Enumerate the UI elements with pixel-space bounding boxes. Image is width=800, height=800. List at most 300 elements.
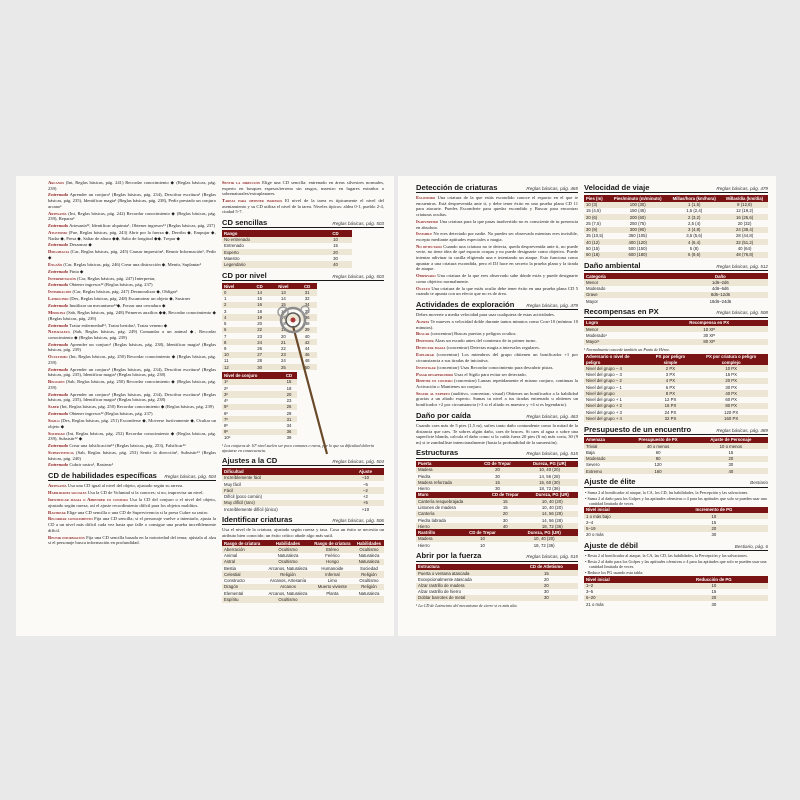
table-cell: –5 — [363, 481, 368, 487]
table-header-cell: Muro — [416, 492, 484, 498]
entry-lead: Entrenado — [48, 411, 69, 417]
table-cell: 10 — [660, 513, 768, 519]
entry-term: No detectado — [416, 243, 442, 249]
table-cell: 8 — [222, 339, 250, 345]
table-cell: –10 — [347, 475, 384, 481]
table-cell: Ocultismo — [359, 578, 379, 584]
table-cell: Hierro — [418, 542, 430, 548]
entry-term: Recordar conocimiento — [48, 516, 93, 522]
table-header-cell: CD — [297, 283, 317, 289]
table-cell: 25 — [269, 364, 297, 370]
detect-header: Detección de criaturas Reglas básicas, pág. 465 — [416, 183, 578, 192]
table-cell: 160 PX — [694, 415, 768, 421]
table-header-cell: Reducción de PG — [660, 576, 768, 582]
table-cell: 32 PX — [647, 415, 695, 421]
table-cell: 15 — [269, 302, 297, 308]
table-cell: 12 — [222, 364, 250, 370]
table-cell: 20 (32) — [737, 220, 752, 226]
entry-term: Seguir al experto — [416, 390, 450, 396]
entry-text: Usas el Sigilo para evitar ser detectado. — [454, 371, 527, 377]
structures-portcullis-table — [416, 529, 578, 548]
table-cell: 20 — [484, 511, 527, 517]
table-cell: Ocultismo — [265, 596, 311, 602]
table-cell: 14, 56 (28) — [539, 473, 560, 479]
entry-term: Oculto — [416, 285, 430, 291]
table-cell: 11 — [224, 358, 229, 364]
entry-text: (Int, Reglas básicas, pág. 250) Recordar conocimiento ◆ (Reglas básicas, pág. 239) — [60, 404, 214, 410]
entry-term: Artesanía — [48, 210, 67, 216]
table-cell: 2,5 (4) — [688, 220, 701, 226]
structures-walls-table — [416, 492, 578, 530]
table-cell: 31 — [297, 289, 317, 295]
table-cell: 32 — [304, 296, 310, 302]
table-cell: 20 — [660, 595, 768, 601]
cd-skills-ref: Reglas básicas, pág. 504 — [164, 474, 216, 480]
table-cell: 23 — [286, 398, 292, 404]
table-cell: 21 o más — [586, 601, 604, 607]
skill-entry — [48, 443, 216, 449]
entry-text: (auditivo, concentrar, visual) Obtienes un bonificador a la habilidad gracias a un aliado experto. Sumas tu nivel a tus tiradas entrenado u obtienes un bonificador +2 por circunstancia (+3 si el aliado es maestro y +4 si es legendario). — [416, 390, 578, 408]
table-cell: 50 (15) — [586, 245, 600, 251]
entry-text: (Sab, Reglas básicas, pág. 249) Comandar a un animal ◆, Recordar conocimiento ◆ (Reglas básicas, pág. 239) — [48, 329, 216, 340]
table-header-cell: CD de Trepar — [484, 492, 527, 498]
entry-lead: Entrenado — [48, 268, 69, 274]
table-cell: 10 o menos — [694, 443, 768, 449]
speed-table — [584, 195, 768, 258]
table-cell: Hierro — [416, 523, 484, 529]
table-cell: 30 (9) — [584, 227, 608, 233]
skill-entry — [48, 354, 216, 365]
table-cell: Mayor¹ — [584, 339, 650, 345]
table-cell: 4 — [222, 314, 250, 320]
table-cell: 18, 72 (36) — [527, 523, 578, 529]
table-cell: 2º — [224, 385, 228, 391]
table-cell: 2–4 — [586, 519, 594, 525]
table-cell: 4º — [224, 398, 228, 404]
table-cell: Limo — [327, 578, 338, 584]
table-cell: Legendario — [222, 261, 319, 267]
table-cell: 60 — [655, 449, 661, 455]
entry-text: Crear una falsificación¹² (Reglas básicas, pág. 253), Falsificar¹² — [69, 443, 186, 449]
table-cell: 250 (75) — [629, 220, 646, 226]
entry-text: No eres detectado por nadie. No puedes ser observado mientras eres invisible, excepto mediante aptitudes especiales o magia. — [416, 231, 578, 242]
entry-text: Usa la CD del conjuro o el nivel del objeto, ajustado según rareza, así el ajuste recordimiento difícil para los objetos malditos. — [48, 497, 217, 508]
entry-text: (Des, Reglas básicas, pág. 248) Escamotear un objeto ◆, Sustraer — [69, 296, 191, 302]
entry-term: Investigar — [416, 364, 436, 370]
entry-text: (Sab, Reglas básicas, pág. 253) Sentir la dirección¹, Subsistir¹² (Reglas básicas, pág. 240) — [48, 449, 216, 461]
table-cell: 23 — [257, 333, 262, 339]
table-cell: 120 — [654, 462, 662, 468]
table-row — [222, 506, 384, 512]
entry-text: Aprender un conjuro¹ (Reglas básicas, pág. 234), Descifrar escritura¹ (Reglas básicas, pág. 235), Identificar magia¹ (Reglas básicas, pág. 238) — [48, 391, 216, 403]
skill-entry — [48, 367, 216, 378]
table-cell: 34 — [297, 302, 317, 308]
entry-term: Saber — [48, 404, 59, 410]
table-cell: 15 — [502, 505, 508, 511]
table-cell: 30 — [333, 255, 338, 261]
table-cell: Nivel del grupo — [584, 390, 647, 396]
table-cell: 24 (38,4) — [721, 227, 768, 233]
table-header-cell: Ajuste — [347, 468, 384, 474]
table-header-cell: Dificultad — [222, 468, 347, 474]
table-cell: 10, 40 (20) — [541, 505, 563, 511]
table-header-cell: PX por peligro simple — [647, 354, 695, 366]
table-row — [584, 339, 768, 345]
entry-text: (Int, Reglas básicas, pág. 250) Recordar conocimiento ◆ (Reglas básicas, pág. 239) — [48, 354, 216, 365]
rule-entry — [416, 231, 578, 242]
table-cell: 7 — [224, 333, 227, 339]
table-cell: 22 — [280, 345, 286, 351]
table-cell: 3,5 (5,6) — [686, 233, 703, 239]
table-cell: 60 (18) — [584, 252, 608, 258]
table-header-cell: Rastrillo — [416, 529, 455, 535]
rule-entry — [416, 273, 578, 284]
table-cell: Maestro — [224, 255, 240, 261]
table-cell: 3–5 — [586, 589, 594, 595]
table-cell: Naturaleza — [358, 590, 380, 596]
entry-lead: Entrenado — [48, 322, 69, 328]
cd-skill-entry — [48, 516, 216, 533]
skill-entry — [48, 379, 216, 390]
entry-text: Fija una CD sencilla; si el personaje vuelve a intentarlo, ajusta la CD a un nivel más difícil cada vez hasta que falle o consigue una prueba increíblemente difícil. — [48, 516, 216, 533]
table-cell: 16 — [280, 308, 286, 314]
rule-entry — [416, 244, 578, 272]
table-cell: 10 — [660, 583, 768, 589]
table-cell: 18, 72 (36) — [533, 542, 555, 548]
table-header-cell: Habilidades — [265, 540, 311, 546]
table-cell: 1,5 (2,4) — [686, 208, 703, 214]
skill-entry — [48, 418, 216, 429]
table-header-cell: Nivel de conjuro — [222, 372, 281, 378]
cd-simple-table — [222, 230, 352, 268]
entry-lead: Entrenado — [48, 341, 69, 347]
table-cell: 10 — [319, 237, 352, 243]
entry-text: Desarmar ◆ — [69, 242, 92, 248]
table-header-cell: Recompensa en PX — [650, 320, 768, 326]
rule-entry — [416, 195, 578, 217]
table-cell: Cantería — [416, 511, 484, 517]
elite-bullets — [584, 490, 768, 506]
table-cell: Arcanos, Artesanía — [269, 578, 307, 584]
table-cell: 20 — [257, 321, 262, 327]
adjust-header: Ajustes a la CD Reglas básicas, pág. 504 — [222, 456, 384, 466]
speed-header: Velocidad de viaje Reglas básicas, pág. 479 — [584, 183, 768, 192]
table-cell: 10 (3) — [584, 202, 608, 208]
table-cell: Menor — [584, 326, 650, 332]
table-cell — [354, 596, 384, 602]
table-cell: Alzar rastrillo de hierro — [418, 589, 461, 595]
table-cell: Humanoide — [321, 565, 344, 571]
cd-skill-entry — [48, 497, 216, 508]
rule-entry — [416, 372, 578, 378]
table-cell: Trivial — [584, 443, 623, 449]
elite-header: Ajuste de élite Bestiario — [584, 477, 768, 487]
table-cell: 30 — [711, 601, 717, 607]
table-cell: 350 (105) — [628, 233, 647, 239]
table-cell: 2 PX — [647, 365, 695, 371]
table-cell: 5–19 — [584, 525, 660, 531]
entry-text: Usa una CD igual al nivel del objeto, ajustado según su rareza. — [67, 483, 184, 489]
table-cell: 40 — [694, 468, 768, 474]
table-cell: Muy fácil — [224, 481, 241, 487]
entry-text: Una criatura de la que eres observado sabe dónde estás y puede designarte como objetivo normalmente. — [416, 273, 579, 284]
table-cell: 30 — [711, 532, 717, 538]
skill-entry — [48, 269, 216, 275]
table-cell: 10 XP — [650, 326, 768, 332]
table-cell: Nivel del grupo – 4 — [584, 365, 647, 371]
table-cell: Experto — [222, 249, 319, 255]
table-row — [584, 468, 768, 474]
entry-term: Sigilo — [48, 418, 60, 424]
table-cell: 19 — [269, 327, 297, 333]
identify-header: Identificar criaturas Reglas básicas, pág. 506 — [222, 515, 384, 525]
entry-term: Arcanos — [48, 180, 64, 185]
skill-entry — [48, 242, 216, 248]
entry-lead: Entrenado — [48, 282, 69, 288]
table-cell: Bestia — [224, 565, 236, 571]
table-cell: Celestial — [222, 571, 265, 577]
left-page — [16, 176, 394, 636]
table-row — [584, 532, 768, 538]
right-col-2 — [584, 180, 768, 609]
table-row — [416, 542, 578, 548]
table-cell: 18 — [257, 308, 262, 314]
entry-text: (concentrar) Lanzas repetidamente el mismo conjuro, continuas la Activación o Mantienes un conjuro. — [416, 378, 578, 389]
table-cell: Moderado¹ — [586, 332, 607, 338]
table-cell: 200 (60) — [608, 214, 667, 220]
table-cell: Arcanos, Naturaleza — [268, 590, 308, 596]
rule-entry — [416, 219, 578, 230]
xp-adversary-table — [584, 354, 768, 422]
table-header-cell: Pies (m) — [584, 195, 608, 201]
entry-text: Aprender un conjuro¹ (Reglas básicas, pág. 234), Descifrar escritura¹ (Reglas básicas, pág. 235), Identificar magia¹ (Reglas básicas, pág. 238) — [48, 366, 216, 378]
entry-term: Interpretación — [48, 275, 76, 281]
rule-entry — [416, 319, 578, 330]
entry-term: Identificar magia o Aprender un conjuro — [48, 497, 128, 503]
table-header-cell: Ajuste de Personaje — [694, 437, 768, 443]
entry-term: Rastrear — [48, 509, 66, 515]
table-cell: 8 PX — [647, 390, 695, 396]
staff-illustration-icon — [271, 296, 341, 456]
table-header-cell: CD — [319, 230, 352, 236]
skill-entry — [48, 230, 216, 241]
table-cell: Arcanos, Naturaleza — [268, 565, 308, 571]
entry-text: Obtener ingresos¹² (Reglas básicas, pág. 237) — [69, 282, 153, 288]
table-cell: 40 — [484, 523, 527, 529]
table-cell: 30 — [728, 462, 734, 468]
adjust-table — [222, 468, 384, 512]
table-header-cell: Categoría — [584, 273, 673, 279]
table-cell: +10 — [361, 506, 370, 512]
table-header-cell: Nivel — [222, 283, 250, 289]
entry-term: Buscar — [416, 331, 430, 337]
table-cell: 14 — [250, 289, 270, 295]
table-header-cell: CD — [250, 283, 270, 289]
table-header-cell: PX por criatura o peligro complejo — [694, 354, 768, 366]
entry-term: Supervivencia — [48, 449, 74, 455]
table-cell: 24 — [250, 339, 270, 345]
table-cell: 15 — [281, 379, 297, 385]
table-header-cell: Adversario o nivel de peligro — [584, 354, 647, 366]
force-header: Abrir por la fuerza Reglas básicas, pág. 515 — [416, 551, 578, 561]
table-cell: 150 (45) — [629, 208, 646, 214]
table-cell: 40 o menos — [623, 443, 694, 449]
table-row — [584, 252, 768, 258]
table-cell: 30 XP — [703, 332, 716, 338]
table-cell: Aberración — [222, 546, 265, 552]
table-cell: 30 — [250, 364, 270, 370]
table-cell: 27 — [250, 352, 270, 358]
table-cell: 10, 40 (20) — [527, 498, 578, 504]
table-cell: Madera reforzada — [416, 479, 474, 485]
table-cell: 20 — [280, 333, 286, 339]
table-cell: 5 — [224, 321, 227, 327]
table-cell: Difícil (poco común) — [224, 494, 262, 500]
table-cell: Nivel del grupo – 2 — [584, 378, 647, 384]
earn-income: Tareas para obtener ingresos El nivel de la tarea es típicamente el nivel del asentamiento y su CD utiliza el nivel de la tarea. Niveles típicos: aldea 0-1, pueblo 2-4, ciudad 5-7. — [222, 198, 385, 215]
table-cell: 18 — [286, 385, 292, 391]
table-cell: Etéreo — [311, 546, 354, 552]
table-cell: 5 (8) — [689, 245, 699, 251]
table-cell: 15 — [728, 449, 734, 455]
entry-text: (Sab, Reglas básicas, pág. 248) Primeros auxilios ◆◆, Recordar conocimiento ◆ (Reglas básicas, pág. 239) — [48, 310, 216, 321]
force-note: ¹ La CD de Latrocinio del mecanismo de cierre si es más alta. — [416, 603, 518, 609]
rule-entry — [416, 352, 578, 363]
entry-term: Engaño — [48, 261, 63, 267]
entry-text: Te mueves a velocidad doble durante tantos minutos como Con×10 (mínimo 10 minutos). — [416, 318, 578, 330]
table-cell: Puerta o ventana atascada — [416, 570, 515, 576]
table-header-cell: Dureza, PG (UR) — [510, 529, 578, 535]
entry-text: (Car, Reglas básicas, pág. 247) Desmoralizar ◆, Obligar¹ — [72, 289, 178, 295]
table-cell: 24 — [280, 358, 286, 364]
table-header-cell: Habilidades — [354, 540, 384, 546]
table-cell: 8º — [224, 422, 228, 428]
table-cell: 10, 40 (20) — [521, 467, 578, 473]
entry-text: (Fue, Reglas básicas, pág. 243) Abrir por la fuerza ◆, Derribo ◆, Empujar ◆, Nadar ◆, Presa ◆, Saltar de altura ◆◆, Salto de longitud ◆◆, Trepar ◆ — [48, 229, 216, 241]
table-cell: Nivel del grupo – 3 — [586, 372, 622, 378]
table-cell: Mayor — [586, 298, 598, 304]
entry-text: (concentrar) Los miembros del grupo obtienen un bonificador +1 por circunstancia a sus tiradas de iniciativa. — [416, 352, 578, 363]
table-cell: 30 — [502, 517, 508, 523]
table-cell: 21 — [269, 339, 297, 345]
table-cell: 80 PX — [694, 403, 768, 409]
weak-bullets — [584, 553, 768, 575]
entry-term: Defender — [416, 338, 434, 344]
table-cell: 23 — [269, 352, 297, 358]
table-cell: 9 — [224, 345, 227, 351]
table-cell: 0 — [222, 289, 250, 295]
xp-note: ¹ Normalmente concede también un Punto de Héroe. — [584, 346, 671, 352]
skill-entry — [48, 223, 216, 229]
xp-table — [584, 320, 768, 345]
explore-list — [416, 319, 578, 408]
skill-entry — [48, 342, 216, 353]
table-cell: 3 — [224, 308, 227, 314]
table-cell: 18 — [280, 321, 286, 327]
table-cell: 400 (120) — [608, 239, 667, 245]
entry-term: Pasar desapercibido — [416, 371, 454, 377]
table-cell: 40 (64) — [737, 245, 752, 251]
table-cell: 14, 56 (28) — [541, 517, 563, 523]
table-cell: Arcanos — [265, 584, 311, 590]
fall-header: Daño por caída Reglas básicas, pág. 463 — [416, 410, 578, 420]
table-cell: 15 (4,5) — [586, 208, 601, 214]
rule-entry — [416, 286, 578, 297]
table-row — [584, 298, 768, 304]
entry-text: Inutilizar un mecanismo¹²◆, Forzar una cerradura ◆ — [69, 303, 166, 309]
table-cell: 46 — [297, 352, 317, 358]
table-cell: 13 — [269, 289, 297, 295]
entry-term: Medicina — [48, 310, 66, 316]
table-cell: 16 — [250, 302, 270, 308]
table-header-cell: CD de Trepar — [455, 529, 511, 535]
entry-term: Ocultismo — [48, 354, 68, 360]
entry-term: Religión — [48, 379, 65, 385]
table-cell: 19 — [250, 314, 270, 320]
table-cell: 15 — [257, 296, 262, 302]
table-row — [222, 596, 384, 602]
table-cell: 1d6–2d6 — [673, 279, 768, 285]
table-row — [584, 601, 768, 607]
table-cell: 39 — [297, 327, 317, 333]
skill-entry — [48, 462, 216, 468]
table-cell: 36 — [297, 314, 317, 320]
table-cell: 20 (6) — [584, 214, 608, 220]
table-cell: Piedra labrada — [418, 517, 446, 523]
entry-term: Intimidación — [48, 289, 72, 295]
skill-entry — [48, 323, 216, 329]
entry-term: Latrocinio — [48, 296, 69, 302]
table-cell: 20 PX — [694, 378, 768, 384]
table-cell: Constructo — [224, 578, 245, 584]
table-cell: Fácil — [222, 487, 347, 493]
cd-simple-header: CD sencillas Reglas básicas, pág. 503 — [222, 217, 384, 227]
entry-text: (concentrar) Buscas puertas y peligros ocultos. — [430, 331, 517, 337]
table-header-cell: Logro — [584, 320, 650, 326]
table-cell: Madera — [416, 536, 455, 542]
entry-term: Naturaleza — [48, 329, 70, 335]
right-page — [398, 176, 776, 636]
entry-lead: Entrenado — [48, 303, 69, 309]
table-cell: 40 — [319, 261, 352, 267]
table-cell: 80 — [623, 456, 694, 462]
skill-entry — [48, 262, 216, 268]
table-cell: 600 (180) — [608, 252, 667, 258]
rule-entry — [416, 345, 578, 351]
table-cell: 6–20 — [584, 595, 660, 601]
entry-text: Usa la CD de Voluntad si la conoces; si no, improvisa un nivel. — [87, 490, 204, 496]
table-cell: 40 PX — [694, 390, 768, 396]
rule-entry — [416, 331, 578, 337]
table-cell: 10 — [222, 352, 250, 358]
table-cell: 30 PX — [725, 384, 738, 390]
table-cell: 100 (30) — [608, 202, 667, 208]
explore-intro: Debes moverte a media velocidad para usar cualquiera de estas actividades. — [416, 312, 555, 318]
table-cell: 17 — [269, 314, 297, 320]
bullet-item: • Reduce los PG usando esta tabla: — [585, 570, 644, 576]
table-header-cell: CD de Trepar — [474, 461, 521, 467]
entry-term: Invisible — [416, 231, 433, 237]
table-cell: 6 PX — [665, 384, 676, 390]
table-cell: 120 PX — [724, 409, 739, 415]
entry-text: Cubrir rastro¹, Rastrear¹ — [69, 462, 114, 468]
entry-term: Detectar magia — [416, 345, 446, 351]
skill-entry — [48, 296, 216, 302]
table-cell: +5 — [347, 500, 384, 506]
table-cell: 39 — [286, 435, 292, 441]
table-cell: –2 — [347, 487, 384, 493]
skill-entry — [48, 303, 216, 309]
